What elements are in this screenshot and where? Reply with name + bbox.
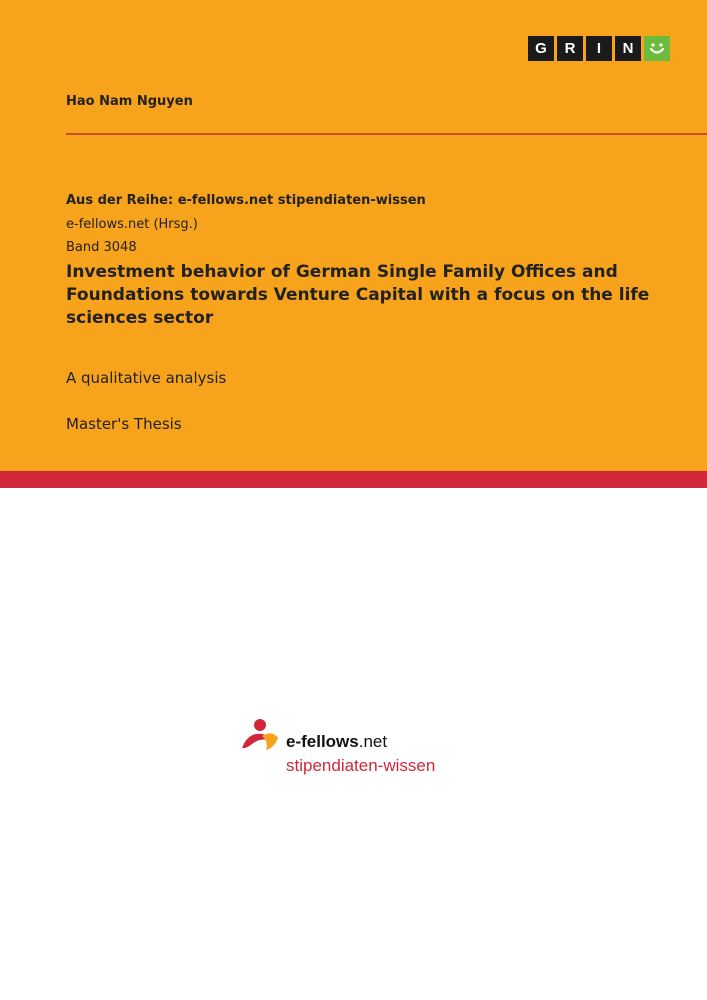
grin-letter-i: I [586, 36, 612, 61]
e-fellows-logo [238, 718, 478, 782]
document-type: Master's Thesis [66, 415, 182, 433]
logo-name-main: e-fellows [286, 732, 359, 751]
logo-name-suffix: .net [358, 732, 388, 751]
divider [66, 133, 707, 135]
smiley-icon [644, 36, 670, 61]
author-name: Hao Nam Nguyen [66, 94, 193, 109]
logo-name [286, 732, 387, 752]
grin-letter-r: R [557, 36, 583, 61]
book-subtitle: A qualitative analysis [66, 369, 227, 387]
e-fellows-figure-icon [238, 718, 282, 758]
grin-letter-g: G [528, 36, 554, 61]
red-strip [0, 471, 707, 488]
volume-number: Band 3048 [66, 240, 137, 255]
cover-band [0, 0, 707, 471]
logo-tagline: stipendiaten-wissen [286, 756, 436, 775]
grin-logo [528, 36, 670, 61]
editor: e-fellows.net (Hrsg.) [66, 217, 198, 232]
grin-letter-n: N [615, 36, 641, 61]
book-title: Investment behavior of German Single Family Offices and Foundations towards Venture Capital with a focus on the life sciences sector [66, 262, 650, 328]
series-name: Aus der Reihe: e-fellows.net stipendiaten-wissen [66, 193, 426, 208]
